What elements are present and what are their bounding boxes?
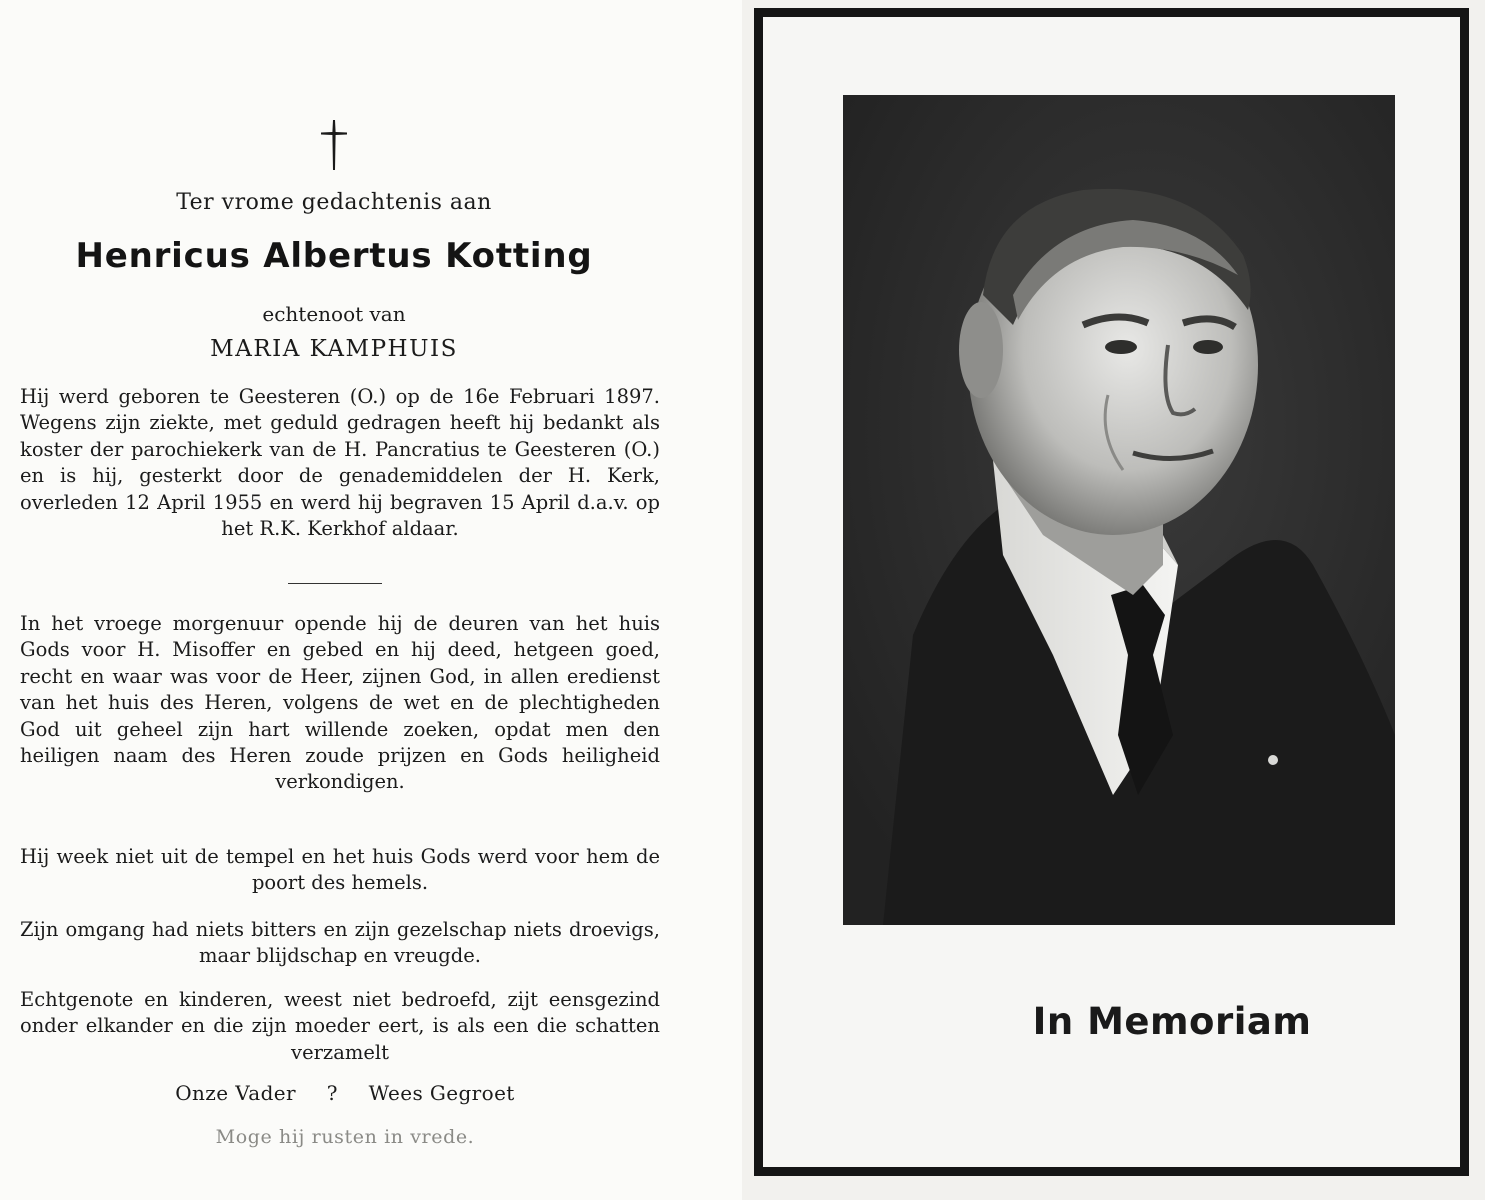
closing-line: Moge hij rusten in vrede. xyxy=(215,1126,475,1148)
dedication-line: Ter vrome gedachtenis aan xyxy=(176,190,492,215)
photo-page xyxy=(742,0,1485,1200)
spouse-name: MARIA KAMPHUIS xyxy=(210,336,458,362)
prayer-hail-mary: Wees Gegroet xyxy=(368,1081,515,1105)
section-divider xyxy=(288,583,382,584)
prayers-line xyxy=(0,1081,690,1105)
portrait-photo xyxy=(843,95,1395,925)
text-page xyxy=(0,0,742,1200)
spouse-label: echtenoot van xyxy=(262,302,406,326)
verse-paragraph: Zijn omgang had niets bitters en zijn gezelschap niets droevigs, maar blijdschap en vreugde. xyxy=(20,918,660,968)
in-memoriam-title: In Memoriam xyxy=(1032,1000,1312,1043)
prayer-separator: ? xyxy=(326,1081,338,1105)
biography-paragraph: Hij werd geboren te Geesteren (O.) op de 16e Februari 1897. Wegens zijn ziekte, met geduld gedragen heeft hij bedankt als koster der parochiekerk van de H. Pancratius te Geesteren (O.) en is hij, gesterkt door de genademiddelen der H. Kerk, overleden 12 April 1955 en werd hij begraven 15 April d.a.v. op het R.K. Kerkhof aldaar. xyxy=(20,385,660,541)
deceased-name: Henricus Albertus Kotting xyxy=(75,236,593,276)
verse-paragraph: Echtgenote en kinderen, weest niet bedroefd, zijt eensgezind onder elkander en die zijn moeder eert, is als een die schatten verzamelt xyxy=(20,988,660,1064)
verse-paragraph: Hij week niet uit de tempel en het huis Gods werd voor hem de poort des hemels. xyxy=(20,845,660,895)
cross-icon xyxy=(316,118,352,172)
prayer-our-father: Onze Vader xyxy=(175,1081,296,1105)
verse-paragraph: In het vroege morgenuur opende hij de deuren van het huis Gods voor H. Misoffer en gebed en hij deed, hetgeen goed, recht en waar was voor de Heer, zijnen God, in allen eredienst van het huis des Heren, volgens de wet en de plechtigheden God uit geheel zijn hart willende zoeken, opdat men den heiligen naam des Heren zoude prijzen en Gods heiligheid verkondigen. xyxy=(20,612,660,794)
